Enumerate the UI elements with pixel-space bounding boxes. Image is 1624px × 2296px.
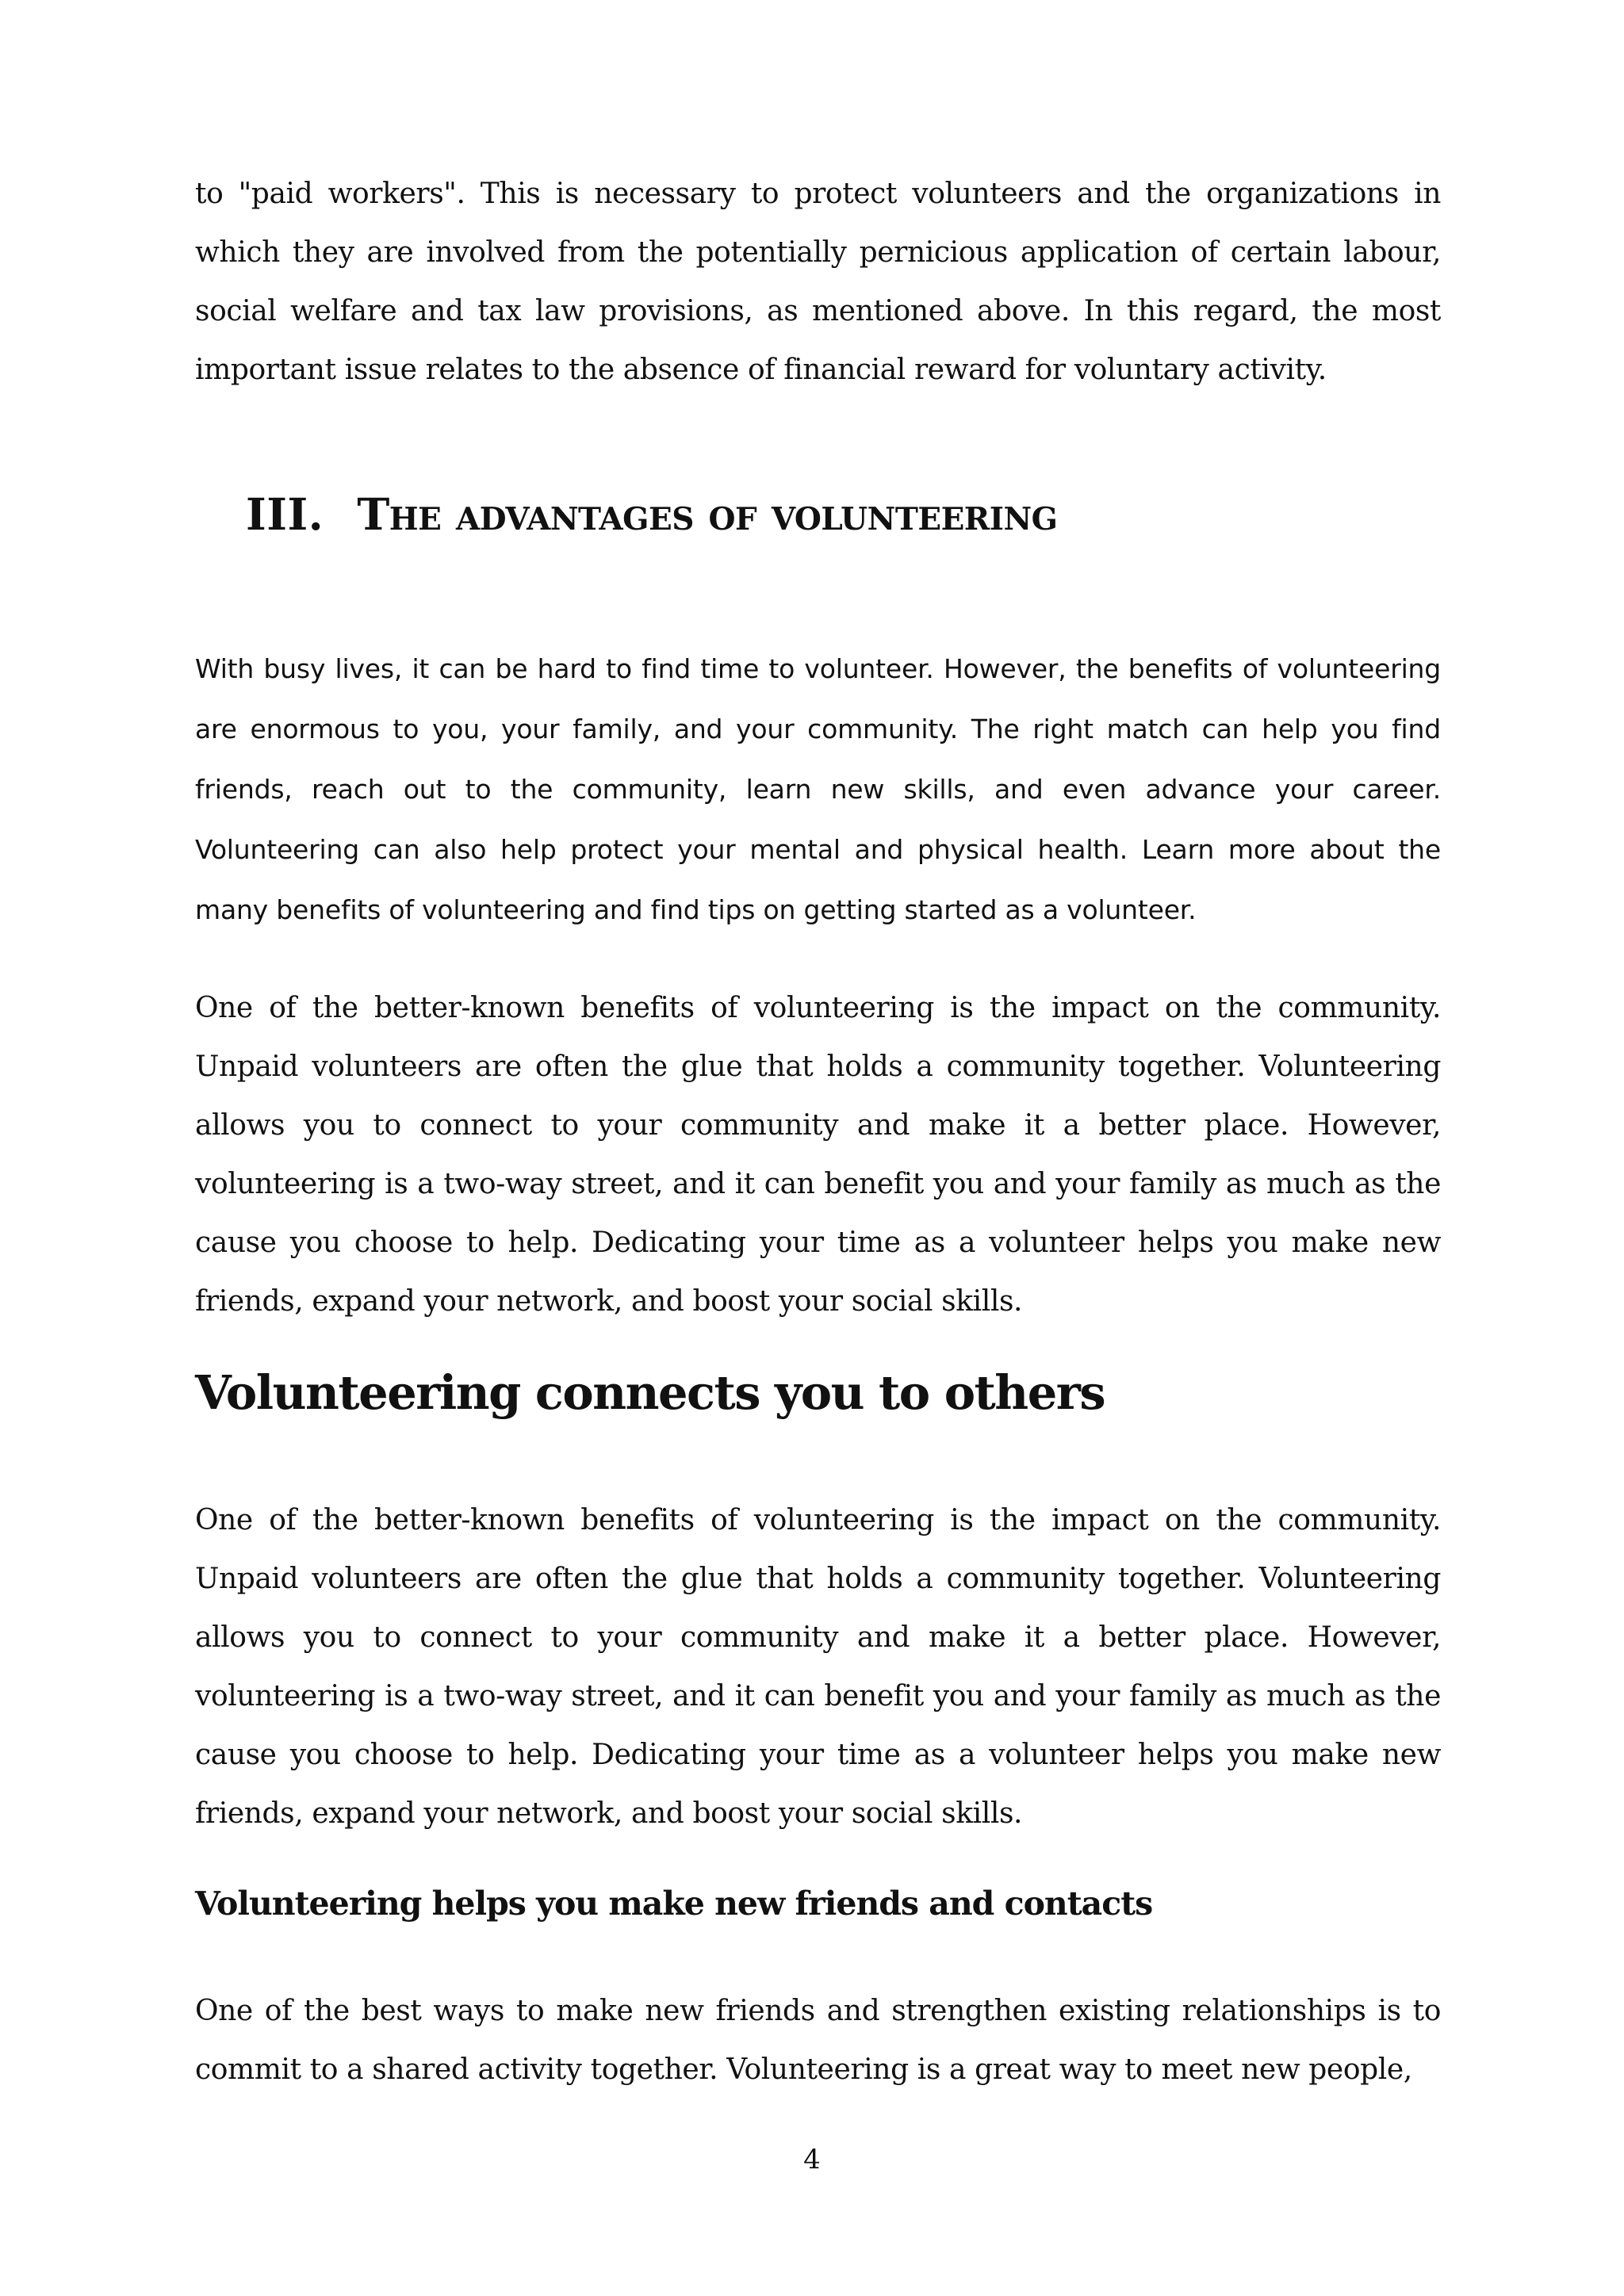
section-heading xyxy=(246,488,1057,540)
paragraph-2: With busy lives, it can be hard to find time to volunteer. However, the benefits of volunteering are enormous to you, your family, and your community. The right match can help you find friends, reach out to the community, learn new skills, and even advance your career. Volunteering can also help protect your mental and physical health. Learn more about the many benefits of volunteering and find tips on getting started as a volunteer. xyxy=(195,653,1441,925)
section-number: III. xyxy=(246,488,324,540)
paragraph-2-block xyxy=(195,639,1441,940)
paragraph-5: One of the best ways to make new friends and strengthen existing relationships is to commit to a shared activity together. Volunteering is a great way to meet new people, xyxy=(195,1995,1441,2086)
paragraph-5-block xyxy=(195,1982,1441,2099)
paragraph-3-block xyxy=(195,979,1441,1331)
page-number: 4 xyxy=(803,2144,821,2175)
paragraph-4-block xyxy=(195,1491,1441,1843)
paragraph-1-block xyxy=(195,165,1441,400)
paragraph-1: to "paid workers". This is necessary to protect volunteers and the organizations in which they are involved from the potentially pernicious application of certain labour, social welfare and tax law provisions, as mentioned above. In this regard, the most important issue relates to the absence of financial reward for voluntary activity. xyxy=(195,178,1441,386)
paragraph-3: One of the better-known benefits of volunteering is the impact on the community. Unpaid volunteers are often the glue that holds a community together. Volunteering allows you to connect to your community and make it a better place. However, volunteering is a two-way street, and it can benefit you and your family as much as the cause you choose to help. Dedicating your time as a volunteer helps you make new friends, expand your network, and boost your social skills. xyxy=(195,992,1441,1318)
heading-connects: Volunteering connects you to others xyxy=(195,1365,1105,1420)
heading-friends: Volunteering helps you make new friends and contacts xyxy=(195,1885,1153,1923)
section-title: The advantages of volunteering xyxy=(357,488,1058,540)
paragraph-4: One of the better-known benefits of volunteering is the impact on the community. Unpaid volunteers are often the glue that holds a community together. Volunteering allows you to connect to your community and make it a better place. However, volunteering is a two-way street, and it can benefit you and your family as much as the cause you choose to help. Dedicating your time as a volunteer helps you make new friends, expand your network, and boost your social skills. xyxy=(195,1504,1441,1830)
